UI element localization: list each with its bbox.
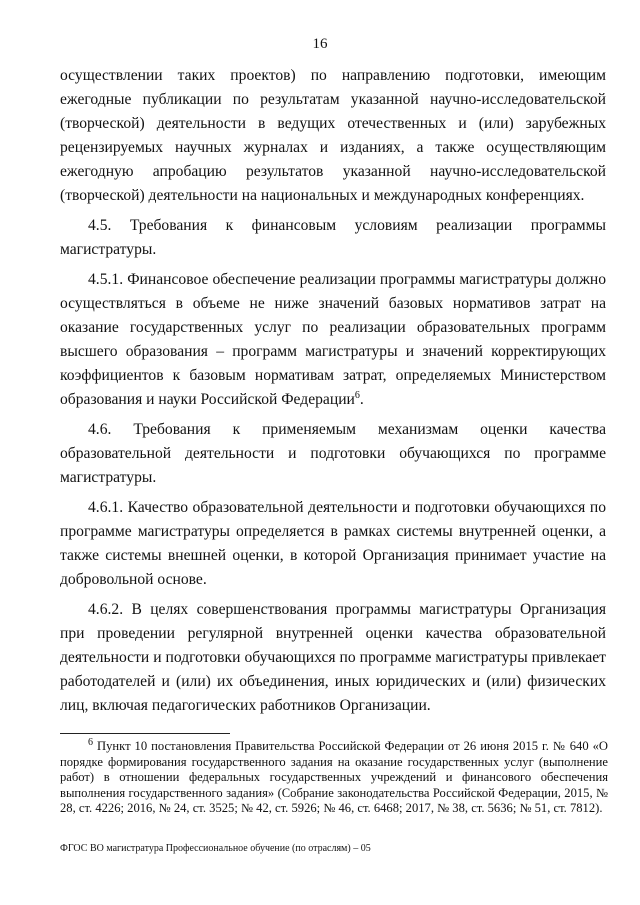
page-number: 16 — [312, 36, 328, 52]
paragraph-continuation: осуществлении таких проектов) по направлению подготовки, имеющим ежегодные публикации по результатам указанной научно-исследовательской (творческой) деятельности в ведущих отечественных и (или) зарубежных рецензируемых научных журналах и изданиях, а также осуществляющим ежегодную апробацию результатов указанной научно-исследовательской (творческой) деятельности на национальных и международных конференциях. — [60, 67, 606, 204]
paragraph-4-5-1 — [60, 268, 606, 412]
footnote-marker: 6 — [88, 736, 93, 748]
document-body — [60, 64, 606, 718]
footnote-text — [60, 736, 608, 817]
footnote — [60, 736, 608, 817]
paragraph-4-5-1-end: . — [359, 391, 364, 408]
paragraph-4-6-2: 4.6.2. В целях совершенствования программы магистратуры Организация при проведении регулярной внутренней оценки качества образовательной деятельности и подготовки обучающихся по программе магистратуры привлекает работодателей и (или) их объединения, иных юридических и (или) физических лиц, включая педагогических работников Организации. — [60, 601, 606, 714]
paragraph-4-6: 4.6. Требования к применяемым механизмам оценки качества образовательной деятельности и подготовки обучающихся по программе магистратуры. — [60, 421, 606, 486]
footnote-separator — [60, 733, 230, 734]
paragraph-4-5-1-text: 4.5.1. Финансовое обеспечение реализации программы магистратуры должно осуществляться в объеме не ниже значений базовых нормативов затрат на оказание государственных услуг по реализации образовательных программ высшего образования – программ магистратуры и значений корректирующих коэффициентов к базовым нормативам затрат, определяемых Министерством образования и науки Российской Федерации — [60, 271, 606, 408]
footnote-body: Пункт 10 постановления Правительства Российской Федерации от 26 июня 2015 г. № 640 «О порядке формирования государственного задания на оказание государственных услуг (выполнение работ) в отношении федеральных государственных учреждений и финансового обеспечения выполнения государственного задания» (Собрание законодательства Российской Федерации, 2015, № 28, ст. 4226; 2016, № 24, ст. 3525; № 42, ст. 5926; № 46, ст. 6468; 2017, № 38, ст. 5636; № 51, ст. 7812). — [60, 739, 608, 815]
footnote-reference: 6 — [354, 389, 360, 401]
page-footer: ФГОС ВО магистратура Профессиональное обучение (по отраслям) – 05 — [60, 843, 371, 854]
paragraph-4-6-1: 4.6.1. Качество образовательной деятельности и подготовки обучающихся по программе магистратуры определяется в рамках системы внутренней оценки, а также системы внешней оценки, в которой Организация принимает участие на добровольной основе. — [60, 499, 606, 588]
paragraph-4-5: 4.5. Требования к финансовым условиям реализации программы магистратуры. — [60, 217, 606, 258]
